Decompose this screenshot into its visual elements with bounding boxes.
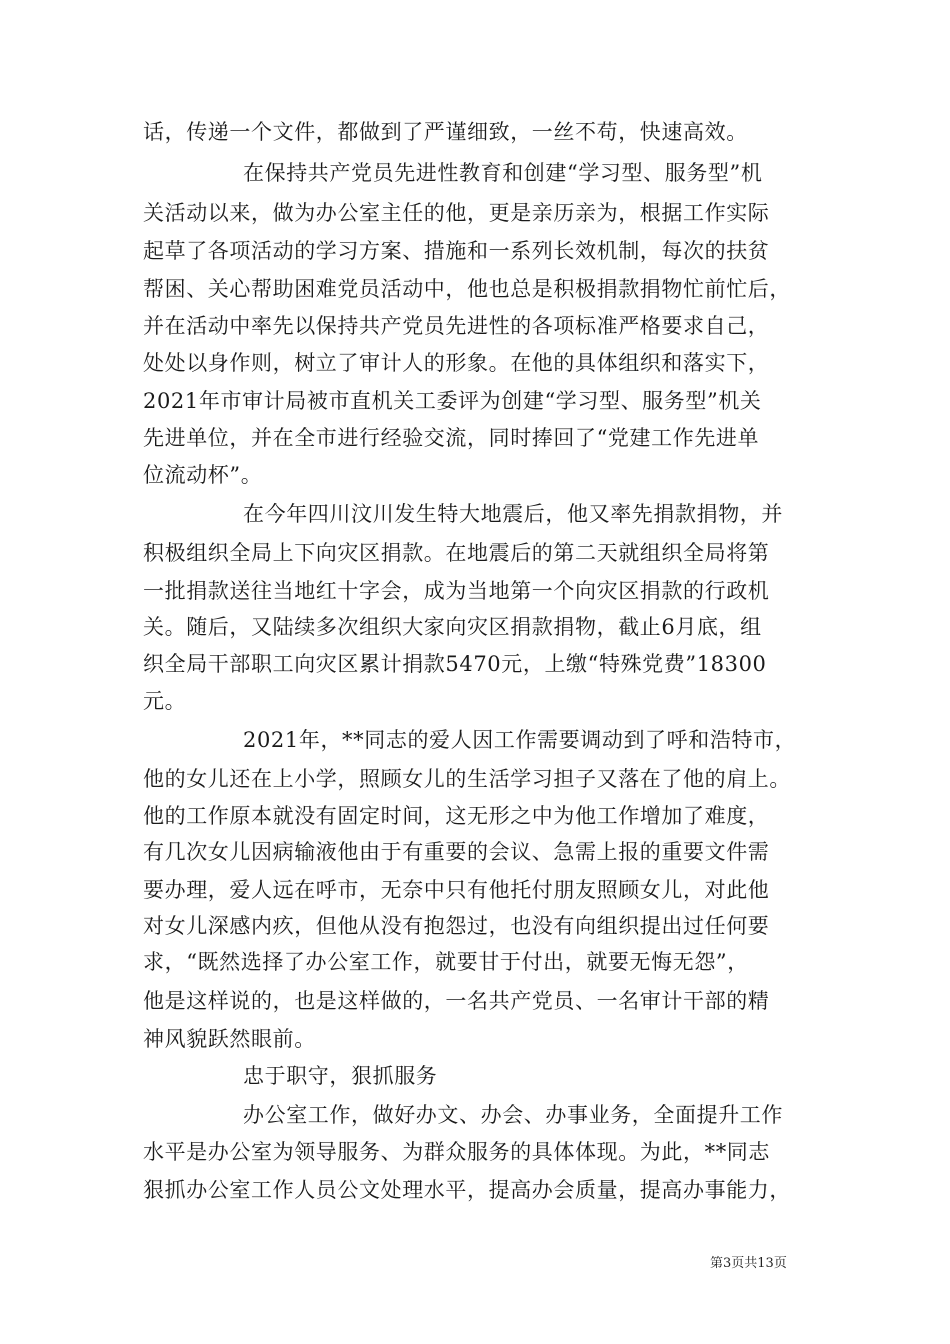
text-line: 话，传递一个文件，都做到了严谨细致，一丝不苟，快速高效。: [143, 120, 748, 144]
text-line: 他的工作原本就没有固定时间，这无形之中为他工作增加了难度，: [143, 804, 770, 828]
text-line: 起草了各项活动的学习方案、措施和一系列长效机制，每次的扶贫: [143, 239, 770, 263]
text-line: 办公室工作，做好办文、办会、办事业务，全面提升工作: [243, 1103, 783, 1127]
text-line: 积极组织全局上下向灾区捐款。在地震后的第二天就组织全局将第: [143, 541, 770, 565]
text-line: 位流动杯”。: [143, 463, 263, 487]
page-number-footer: 第3页共13页: [710, 1256, 787, 1271]
text-line: 2021年，**同志的爱人因工作需要调动到了呼和浩特市，: [243, 728, 797, 752]
text-line: 在保持共产党员先进性教育和创建“学习型、服务型”机: [243, 161, 763, 185]
text-line: 狠抓办公室工作人员公文处理水平，提高办会质量，提高办事能力，: [143, 1178, 791, 1202]
text-line: 要办理，爱人远在呼市，无奈中只有他托付朋友照顾女儿，对此他: [143, 878, 770, 902]
text-line: 处处以身作则，树立了审计人的形象。在他的具体组织和落实下，: [143, 351, 770, 375]
text-line: 先进单位，并在全市进行经验交流，同时捧回了“党建工作先进单: [143, 426, 760, 450]
text-line: 在今年四川汶川发生特大地震后，他又率先捐款捐物，并: [243, 502, 783, 526]
text-line: 一批捐款送往当地红十字会，成为当地第一个向灾区捐款的行政机: [143, 579, 770, 603]
text-line: 求，“既然选择了办公室工作，就要甘于付出，就要无悔无怨”，: [143, 950, 749, 974]
text-line: 关。随后，又陆续多次组织大家向灾区捐款捐物，截止6月底，组: [143, 615, 762, 639]
text-line: 并在活动中率先以保持共产党员先进性的各项标准严格要求自己，: [143, 314, 770, 338]
section-heading: 忠于职守，狠抓服务: [243, 1064, 438, 1088]
text-line: 神风貌跃然眼前。: [143, 1027, 316, 1051]
text-line: 关活动以来，做为办公室主任的他，更是亲历亲为，根据工作实际: [143, 201, 770, 225]
text-line: 对女儿深感内疚，但他从没有抱怨过，也没有向组织提出过任何要: [143, 914, 770, 938]
text-line: 织全局干部职工向灾区累计捐款5470元，上缴“特殊党费”18300: [143, 652, 767, 676]
text-line: 元。: [143, 689, 187, 713]
text-line: 帮困、关心帮助困难党员活动中，他也总是积极捐款捐物忙前忙后，: [143, 277, 791, 301]
text-line: 2021年市审计局被市直机关工委评为创建“学习型、服务型”机关: [143, 389, 762, 413]
text-line: 水平是办公室为领导服务、为群众服务的具体体现。为此，**同志: [143, 1140, 770, 1164]
text-line: 他的女儿还在上小学，照顾女儿的生活学习担子又落在了他的肩上。: [143, 767, 791, 791]
text-line: 他是这样说的，也是这样做的，一名共产党员、一名审计干部的精: [143, 989, 770, 1013]
text-line: 有几次女儿因病输液他由于有重要的会议、急需上报的重要文件需: [143, 840, 770, 864]
